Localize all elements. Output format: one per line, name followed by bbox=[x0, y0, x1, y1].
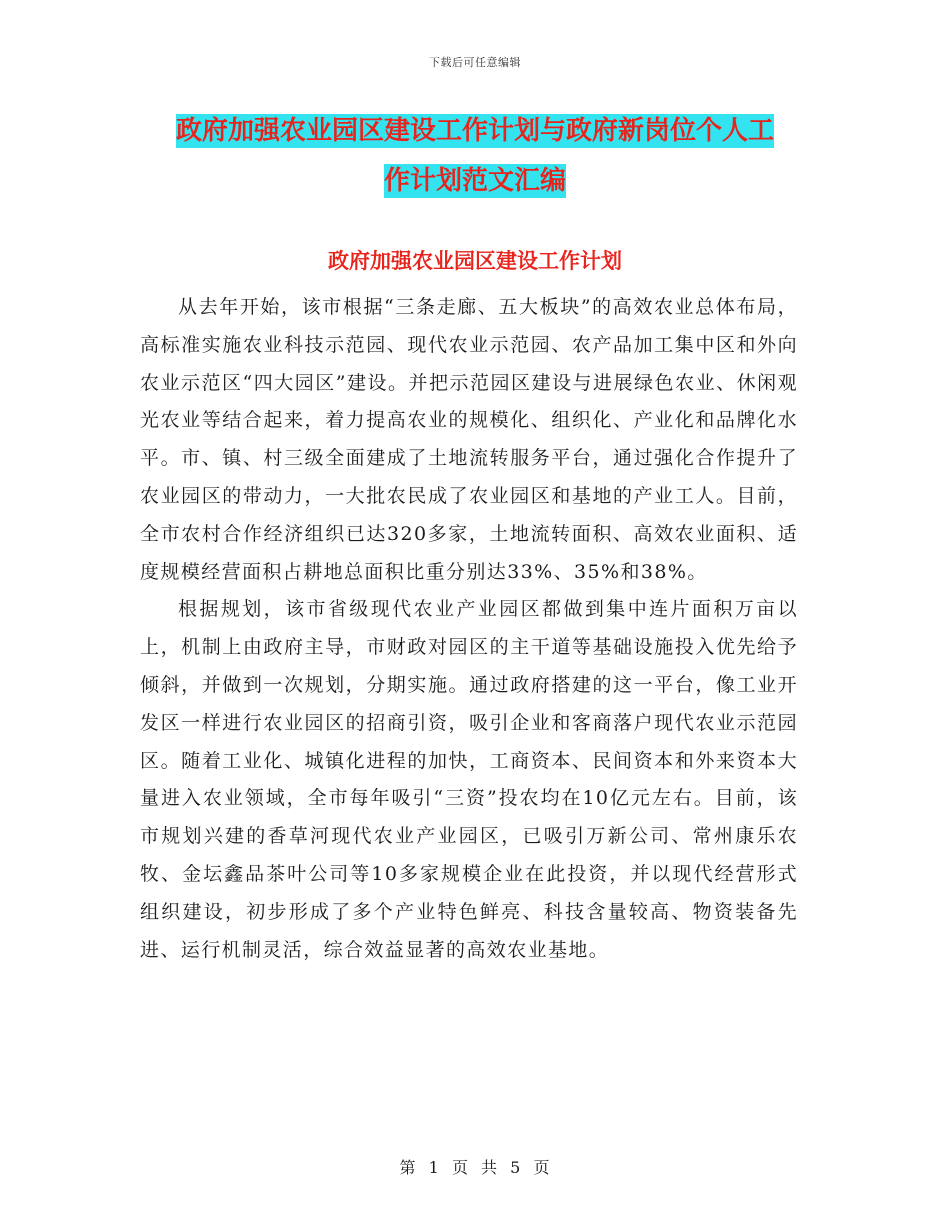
document-title-line-1: 政府加强农业园区建设工作计划与政府新岗位个人工 bbox=[175, 116, 774, 146]
total-pages-number: 5 bbox=[510, 1158, 522, 1177]
header-note: 下载后可任意编辑 bbox=[429, 56, 521, 69]
footer-page-word: 页 bbox=[451, 1158, 469, 1177]
footer-total-prefix: 共 bbox=[481, 1158, 499, 1177]
footer-prefix: 第 bbox=[399, 1158, 417, 1177]
document-title bbox=[140, 106, 810, 206]
section-title: 政府加强农业园区建设工作计划 bbox=[328, 248, 622, 273]
body-text bbox=[140, 289, 798, 969]
current-page-number: 1 bbox=[428, 1158, 440, 1177]
footer-suffix: 页 bbox=[533, 1158, 551, 1177]
page-footer bbox=[0, 1155, 950, 1178]
document-title-line-2: 作计划范文汇编 bbox=[383, 166, 566, 196]
paragraph-2: 根据规划，该市省级现代农业产业园区都做到集中连片面积万亩以上，机制上由政府主导，市财政对园区的主干道等基础设施投入优先给予倾斜，并做到一次规划，分期实施。通过政府搭建的这一平台，像工业开发区一样进行农业园区的招商引资，吸引企业和客商落户现代农业示范园区。随着工业化、城镇化进程的加快，工商资本、民间资本和外来资本大量进入农业领域，全市每年吸引“三资”投农均在10亿元左右。目前，该市规划兴建的香草河现代农业产业园区，已吸引万新公司、常州康乐农牧、金坛鑫品茶叶公司等10多家规模企业在此投资，并以现代经营形式组织建设，初步形成了多个产业特色鲜亮、科技含量较高、物资装备先进、运行机制灵活，综合效益显著的高效农业基地。 bbox=[140, 598, 798, 961]
paragraph-1: 从去年开始，该市根据“三条走廊、五大板块”的高效农业总体布局，高标准实施农业科技示范园、现代农业示范园、农产品加工集中区和外向农业示范区“四大园区”建设。并把示范园区建设与进展绿色农业、休闲观光农业等结合起来，着力提高农业的规模化、组织化、产业化和品牌化水平。市、镇、村三级全面建成了土地流转服务平台，通过强化合作提升了农业园区的带动力，一大批农民成了农业园区和基地的产业工人。目前，全市农村合作经济组织已达320多家，土地流转面积、高效农业面积、适度规模经营面积占耕地总面积比重分别达33%、35%和38%。 bbox=[140, 296, 798, 583]
